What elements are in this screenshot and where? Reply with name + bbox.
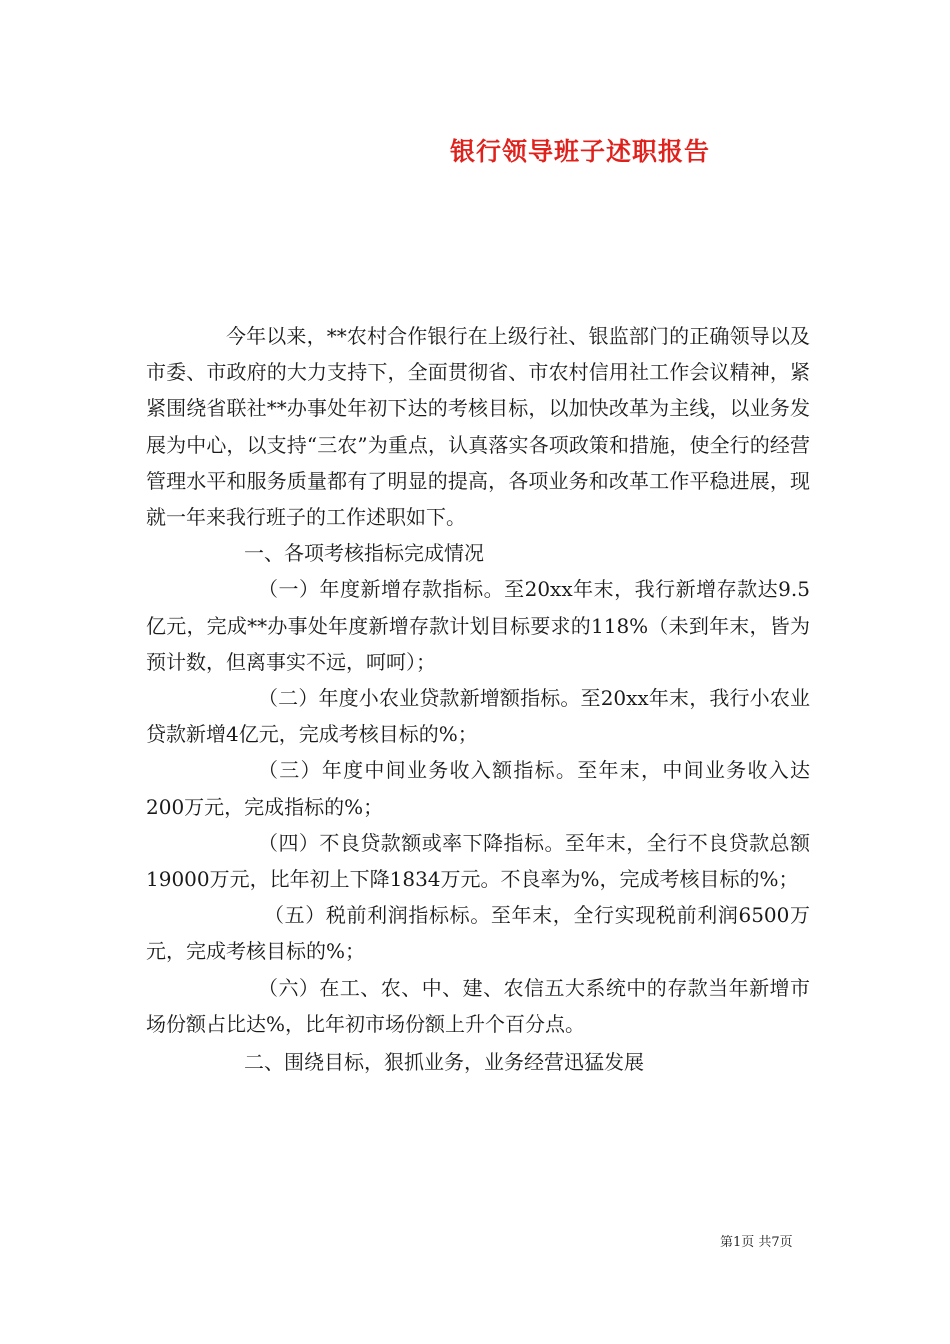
section-heading-1: 一、各项考核指标完成情况: [244, 541, 484, 566]
item-paragraph-2: （二）年度小农业贷款新增额指标。至20xx年末，我行小农业贷款新增4亿元，完成考核目标的%；: [146, 686, 810, 747]
section-heading-2: 二、围绕目标，狠抓业务，业务经营迅猛发展: [244, 1050, 644, 1075]
item-paragraph-6: （六）在工、农、中、建、农信五大系统中的存款当年新增市场份额占比达%，比年初市场份额上升个百分点。: [146, 975, 810, 1036]
intro-paragraph: 今年以来，**农村合作银行在上级行社、银监部门的正确领导以及市委、市政府的大力支持下，全面贯彻省、市农村信用社工作会议精神，紧紧围绕省联社**办事处年初下达的考核目标，以加快改革为主线，以业务发展为中心，以支持“三农”为重点，认真落实各项政策和措施，使全行的经营管理水平和服务质量都有了明显的提高，各项业务和改革工作平稳进展，现就一年来我行班子的工作述职如下。: [146, 324, 810, 530]
item-paragraph-4: （四）不良贷款额或率下降指标。至年末，全行不良贷款总额19000万元，比年初上下降1834万元。不良率为%，完成考核目标的%；: [146, 830, 810, 892]
item-paragraph-1: （一）年度新增存款指标。至20xx年末，我行新增存款达9.5亿元，完成**办事处年度新增存款计划目标要求的118%（未到年末，皆为预计数，但离事实不远，呵呵）；: [146, 577, 810, 674]
item-paragraph-5: （五）税前利润指标标。至年末，全行实现税前利润6500万元，完成考核目标的%；: [146, 903, 810, 964]
document-body: [146, 318, 810, 1080]
document-title: 银行领导班子述职报告: [450, 137, 711, 166]
page-number: 第1页 共7页: [720, 1235, 793, 1250]
item-paragraph-3: （三）年度中间业务收入额指标。至年末，中间业务收入达200万元，完成指标的%；: [146, 758, 810, 819]
